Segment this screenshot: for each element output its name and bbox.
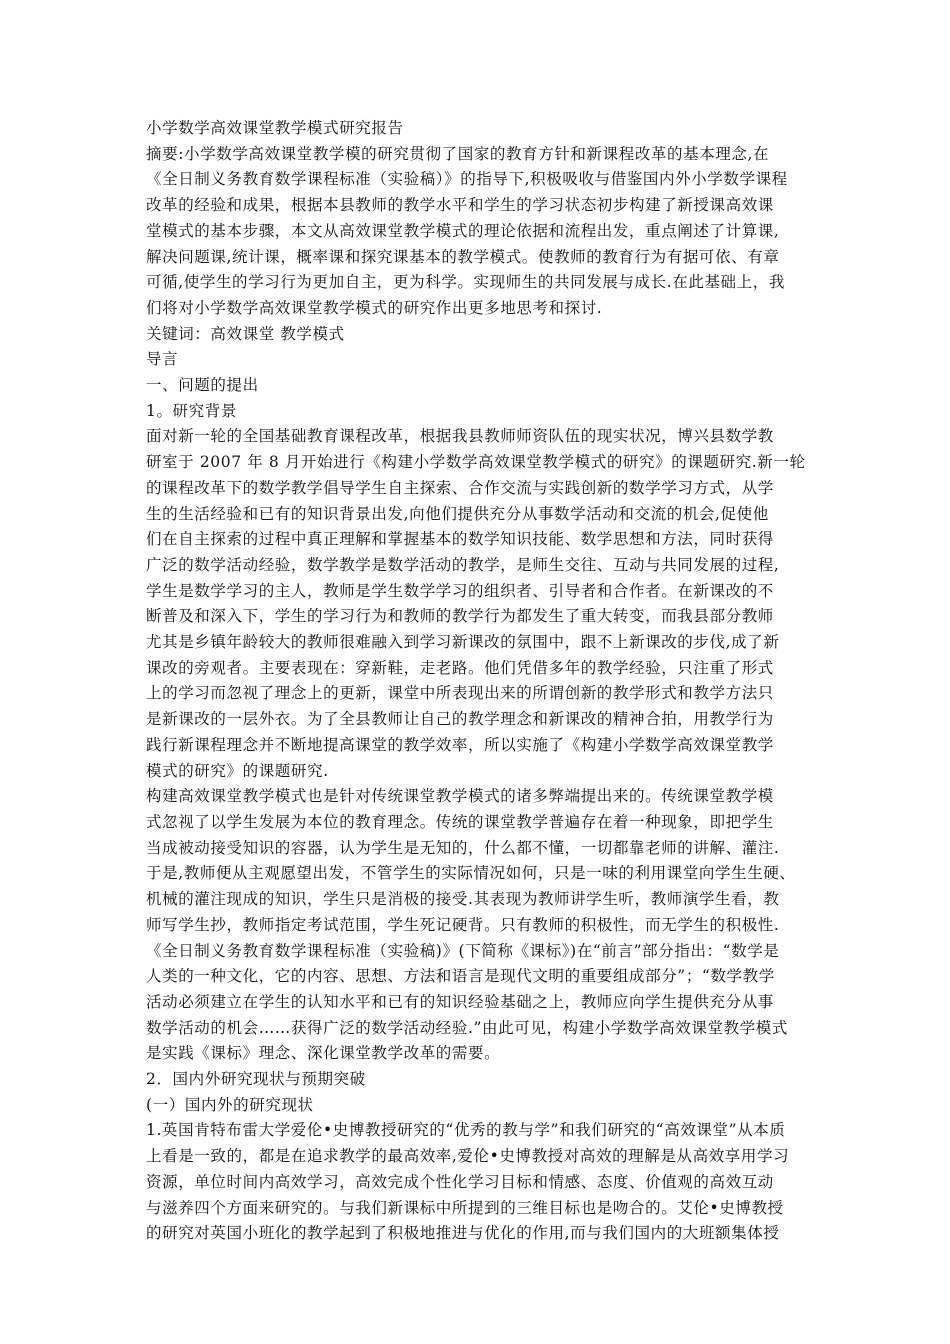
text-line: 研室于 2007 年 8 月开始进行《构建小学数学高效课堂教学模式的研究》的课题研究.新一轮 <box>146 453 806 472</box>
text-line: (一）国内外的研究现状 <box>146 1095 314 1114</box>
text-line: 们将对小学数学高效课堂教学模式的研究作出更多地思考和探讨. <box>146 298 603 317</box>
text-line: 生的生活经验和已有的知识背景出发,向他们提供充分从事数学活动和交流的机会,促使他 <box>146 504 769 523</box>
text-line: 活动必须建立在学生的认知水平和已有的知识经验基础之上，教师应向学生提供充分从事 <box>146 992 774 1011</box>
text-line: 机械的灌注现成的知识，学生只是消极的接受.其表现为教师讲学生听，教师演学生看，教 <box>146 890 780 909</box>
text-line: 改革的经验和成果，根据本县教师的教学水平和学生的学习状态初步构建了新授课高效课 <box>146 196 774 215</box>
text-line: 师写学生抄，教师指定考试范围，学生死记硬背。只有教师的积极性，而无学生的积极性. <box>146 915 780 934</box>
text-line: 面对新一轮的全国基础教育课程改革，根据我县教师师资队伍的现实状况，博兴县数学教 <box>146 427 774 446</box>
text-line: 们在自主探索的过程中真正理解和掌握基本的数学知识技能、数学思想和方法，同时获得 <box>146 530 774 549</box>
text-line: 《全日制义务教育数学课程标准（实验稿）》的指导下,积极吸收与借鉴国内外小学数学课程 <box>146 170 788 189</box>
text-line: 尤其是乡镇年龄较大的教师很难融入到学习新课改的氛围中，跟不上新课改的步伐,成了新 <box>146 633 780 652</box>
text-line: 一、问题的提出 <box>146 376 259 395</box>
document-page <box>146 116 808 1247</box>
text-line: 是新课改的一层外衣。为了全县教师让自己的教学理念和新课改的精神合拍，用教学行为 <box>146 710 774 729</box>
text-line: 导言 <box>146 350 179 369</box>
text-line: 可循,使学生的学习行为更加自主，更为科学。实现师生的共同发展与成长.在此基础上，我 <box>146 273 785 292</box>
text-line: 学生是数学学习的主人，教师是学生数学学习的组织者、引导者和合作者。在新课改的不 <box>146 581 774 600</box>
text-line: 2．国内外研究现状与预期突破 <box>146 1070 366 1089</box>
text-line: 堂模式的基本步骤，本文从高效课堂教学模式的理论依据和流程出发，重点阐述了计算课, <box>146 221 780 240</box>
text-line: 模式的研究》的课题研究. <box>146 761 329 780</box>
text-line: 于是,教师便从主观愿望出发，不管学生的实际情况如何，只是一味的利用课堂向学生生硬、 <box>146 864 796 883</box>
text-line: 断普及和深入下，学生的学习行为和教师的教学行为都发生了重大转变，而我县部分教师 <box>146 607 774 626</box>
text-line: 构建高效课堂教学模式也是针对传统课堂教学模式的诸多弊端提出来的。传统课堂教学模 <box>146 787 774 806</box>
text-line: 数学活动的机会……获得广泛的数学活动经验.”由此可见，构建小学数学高效课堂教学模式 <box>146 1018 788 1037</box>
text-line: 人类的一种文化，它的内容、思想、方法和语言是现代文明的重要组成部分”；“数学教学 <box>146 967 775 986</box>
text-line: 的课程改革下的数学教学倡导学生自主探索、合作交流与实践创新的数学学习方式，从学 <box>146 478 774 497</box>
text-line: 资源，单位时间内高效学习，高效完成个性化学习目标和情感、态度、价值观的高效互动 <box>146 1172 774 1191</box>
text-line: 解决问题课,统计课，概率课和探究课基本的教学模式。使教师的教育行为有据可依、有章 <box>146 247 780 266</box>
text-line: 1.英国肯特布雷大学爱伦•史博教授研究的“优秀的教与学”和我们研究的“高效课堂”从本质 <box>146 1121 786 1140</box>
text-line: 践行新课程理念并不断地提高课堂的教学效率，所以实施了《构建小学数学高效课堂教学 <box>146 735 774 754</box>
text-line: 《全日制义务教育数学课程标准（实验稿)》(下简称《课标》)在“前言”部分指出：“数学是 <box>146 941 780 960</box>
text-line: 式忽视了以学生发展为本位的教育理念。传统的课堂教学普遍存在着一种现象，即把学生 <box>146 812 774 831</box>
text-line: 课改的旁观者。主要表现在：穿新鞋，走老路。他们凭借多年的教学经验，只注重了形式 <box>146 658 774 677</box>
text-line: 与滋养四个方面来研究的。与我们新课标中所提到的三维目标也是吻合的。艾伦•史博教授 <box>146 1198 784 1217</box>
text-line: 摘要:小学数学高效课堂教学模的研究贯彻了国家的教育方针和新课程改革的基本理念,在 <box>146 144 770 163</box>
text-line: 上的学习而忽视了理念上的更新，课堂中所表现出来的所谓创新的教学形式和教学方法只 <box>146 684 774 703</box>
document-title: 小学数学高效课堂教学模式研究报告 <box>146 119 404 137</box>
text-line: 广泛的数学活动经验，数学教学是数学活动的教学，是师生交往、互动与共同发展的过程, <box>146 555 780 574</box>
text-line: 1。研究背景 <box>146 401 237 420</box>
text-line: 的研究对英国小班化的教学起到了积极地推进与优化的作用,而与我们国内的大班额集体授 <box>146 1224 780 1243</box>
text-line: 是实践《课标》理念、深化课堂教学改革的需要。 <box>146 1044 501 1063</box>
document-body <box>146 142 808 1247</box>
text-line: 关键词：高效课堂 教学模式 <box>146 324 345 343</box>
text-line: 当成被动接受知识的容器，认为学生是无知的，什么都不懂，一切都靠老师的讲解、灌注. <box>146 838 780 857</box>
text-line: 上看是一致的，都是在追求教学的最高效率,爱伦•史博教授对高效的理解是从高效享用学习 <box>146 1147 790 1166</box>
